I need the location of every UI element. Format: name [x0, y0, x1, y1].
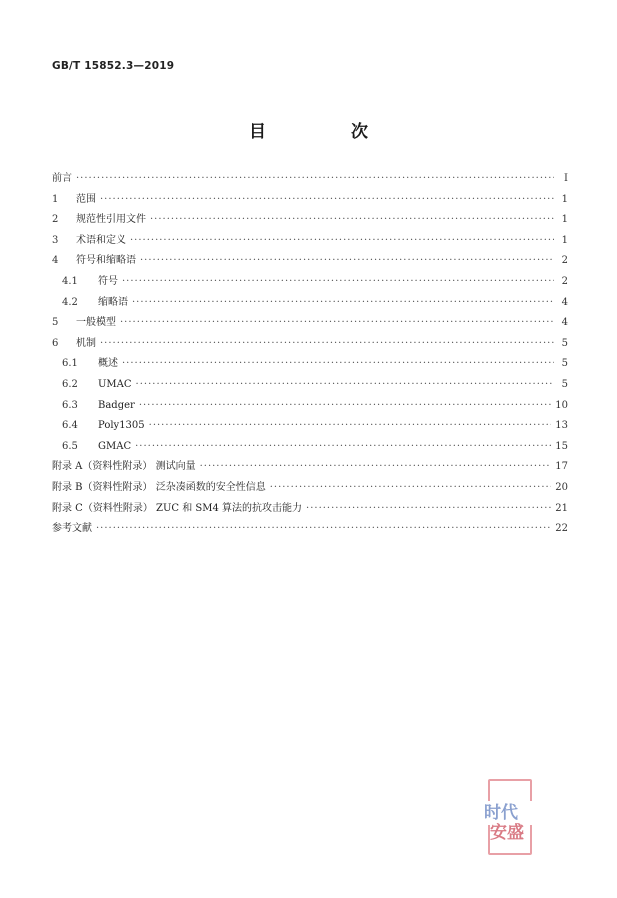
table-of-contents: [52, 169, 568, 540]
toc-entry-number: 6.4: [62, 420, 78, 432]
toc-entry[interactable]: [52, 313, 568, 334]
toc-entry-number: 5: [52, 317, 59, 329]
toc-entry-number: 4.2: [62, 296, 78, 308]
toc-leader-dots: [150, 210, 554, 231]
toc-entry-number: 6.3: [62, 399, 78, 411]
toc-entry[interactable]: [52, 519, 568, 540]
standard-number: GB/T 15852.3—2019: [52, 60, 175, 72]
toc-entry-page: 17: [555, 461, 568, 473]
toc-entry-title: 附录 C（资料性附录） ZUC 和 SM4 算法的抗攻击能力: [52, 502, 303, 514]
toc-entry-page: 5: [561, 337, 568, 349]
toc-entry-title: UMAC: [98, 378, 132, 390]
toc-leader-dots: [306, 499, 551, 520]
toc-leader-dots: [139, 396, 551, 417]
toc-leader-dots: [200, 457, 552, 478]
toc-entry-page: 5: [561, 358, 568, 370]
toc-leader-dots: [96, 519, 551, 540]
toc-entry-page: 21: [555, 502, 568, 514]
toc-entry-number: 4.1: [62, 275, 78, 287]
toc-entry-page: 1: [561, 214, 568, 226]
toc-entry-title: 一般模型: [76, 317, 116, 329]
toc-entry-page: 4: [561, 317, 568, 329]
toc-entry-number: 6.5: [62, 440, 78, 452]
toc-entry-page: 5: [561, 378, 568, 390]
toc-entry-title: 附录 B（资料性附录） 泛杂凑函数的安全性信息: [52, 481, 266, 493]
toc-leader-dots: [76, 169, 554, 190]
toc-entry[interactable]: [52, 354, 568, 375]
toc-entry-title: 符号: [98, 275, 118, 287]
toc-entry[interactable]: [52, 416, 568, 437]
toc-entry-title: GMAC: [98, 440, 132, 452]
toc-entry-number: 4: [52, 255, 59, 267]
toc-entry-page: 15: [555, 440, 568, 452]
toc-entry-number: 6: [52, 337, 59, 349]
toc-entry[interactable]: [52, 499, 568, 520]
toc-leader-dots: [122, 354, 554, 375]
toc-entry-page: 22: [555, 523, 568, 535]
toc-entry-number: 6.1: [62, 358, 78, 370]
toc-entry-title: 参考文献: [52, 523, 92, 535]
toc-entry-page: 2: [561, 275, 568, 287]
toc-leader-dots: [270, 478, 552, 499]
toc-leader-dots: [100, 190, 554, 211]
toc-entry-title: 缩略语: [98, 296, 128, 308]
toc-entry-title: 前言: [52, 173, 72, 184]
toc-entry-title: 概述: [98, 358, 118, 370]
watermark-text-bottom: 安盛: [490, 823, 524, 843]
toc-entry-number: 6.2: [62, 378, 78, 390]
toc-leader-dots: [149, 416, 552, 437]
toc-entry-title: 附录 A（资料性附录） 测试向量: [52, 461, 196, 473]
toc-entry[interactable]: [52, 293, 568, 314]
toc-leader-dots: [140, 251, 554, 272]
toc-leader-dots: [130, 231, 554, 252]
toc-entry-title: 规范性引用文件: [76, 214, 146, 226]
toc-entry[interactable]: [52, 457, 568, 478]
toc-entry[interactable]: [52, 272, 568, 293]
toc-leader-dots: [120, 313, 554, 334]
toc-entry-title: 术语和定义: [76, 234, 126, 246]
toc-entry-page: 13: [555, 420, 568, 432]
toc-entry-page: 1: [561, 193, 568, 205]
toc-entry-page: 1: [561, 234, 568, 246]
toc-leader-dots: [122, 272, 554, 293]
toc-entry-page: 20: [555, 481, 568, 493]
toc-entry[interactable]: [52, 231, 568, 252]
toc-entry[interactable]: [52, 396, 568, 417]
toc-entry-title: 机制: [76, 337, 96, 349]
toc-entry-page: 10: [555, 399, 568, 411]
toc-entry-title: 范围: [76, 193, 96, 205]
toc-entry-title: Badger: [98, 399, 135, 411]
toc-entry[interactable]: [52, 169, 568, 190]
toc-entry-title: Poly1305: [98, 420, 145, 432]
toc-leader-dots: [100, 334, 554, 355]
toc-entry[interactable]: [52, 437, 568, 458]
toc-entry[interactable]: [52, 190, 568, 211]
watermark-text-top: 时代: [484, 803, 518, 823]
toc-entry-number: 3: [52, 234, 59, 246]
toc-entry[interactable]: [52, 334, 568, 355]
toc-entry[interactable]: [52, 478, 568, 499]
toc-entry-page: Ⅰ: [564, 173, 568, 184]
toc-leader-dots: [135, 437, 551, 458]
toc-entry[interactable]: [52, 375, 568, 396]
toc-entry[interactable]: [52, 251, 568, 272]
page-title: 目 次: [249, 122, 402, 142]
toc-leader-dots: [132, 293, 554, 314]
toc-entry-page: 4: [561, 296, 568, 308]
toc-entry-number: 1: [52, 193, 59, 205]
toc-entry[interactable]: [52, 210, 568, 231]
toc-leader-dots: [136, 375, 554, 396]
toc-entry-number: 2: [52, 214, 59, 226]
watermark-logo: [484, 775, 536, 853]
toc-entry-page: 2: [561, 255, 568, 267]
toc-entry-title: 符号和缩略语: [76, 255, 136, 267]
